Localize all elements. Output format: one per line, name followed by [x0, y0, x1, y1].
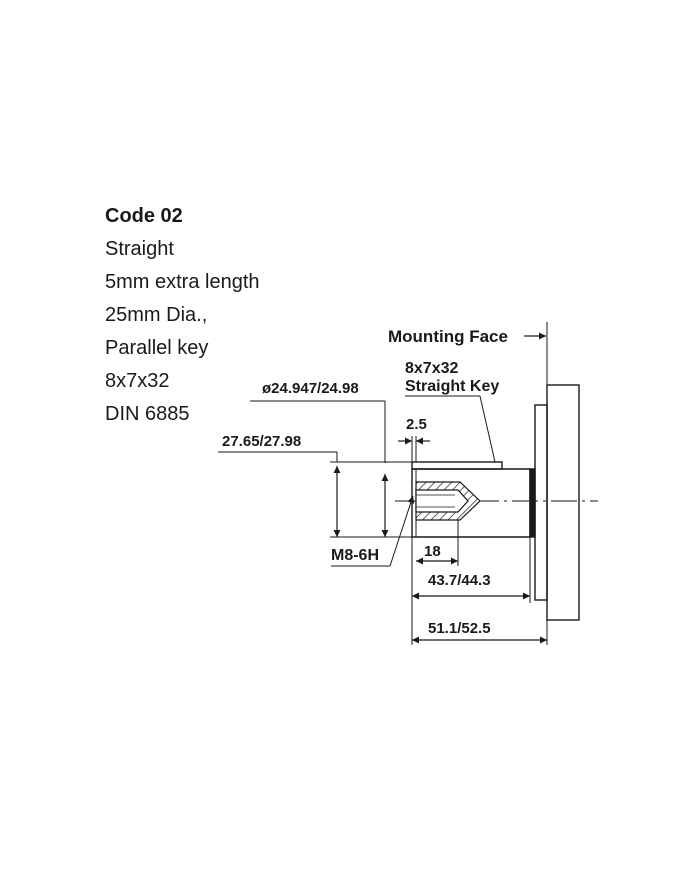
- spec-line-diameter: 25mm Dia.,: [105, 304, 208, 326]
- key-diameter-dimension: [250, 380, 412, 537]
- spec-line-standard: DIN 6885: [105, 403, 190, 425]
- key-type-label: Straight Key: [405, 378, 500, 395]
- total-length-dimension: [412, 620, 547, 640]
- spec-title: Code 02: [105, 205, 183, 227]
- shaft-length-label: 43.7/44.3: [428, 572, 491, 589]
- thread-callout: [331, 496, 413, 566]
- spec-line-key-size: 8x7x32: [105, 370, 170, 392]
- key-size-label: 8x7x32: [405, 360, 459, 377]
- total-length-label: 51.1/52.5: [428, 620, 491, 637]
- thread-depth-dimension: [416, 520, 458, 566]
- thread-depth-label: 18: [424, 543, 441, 560]
- threaded-hole: [416, 482, 480, 520]
- mounting-face-label: Mounting Face: [388, 327, 508, 346]
- shaft-diameter-label: 27.65/27.98: [222, 433, 302, 450]
- spec-line-key: Parallel key: [105, 337, 209, 359]
- thread-label: M8-6H: [331, 547, 380, 564]
- mounting-flange: [535, 385, 579, 620]
- shaft-diameter-dimension: [218, 433, 412, 537]
- spec-line-length: 5mm extra length: [105, 271, 260, 293]
- key-diameter-label: ø24.947/24.98: [262, 380, 359, 397]
- parallel-key: [412, 462, 502, 469]
- key-offset-label: 2.5: [406, 416, 427, 433]
- key-callout: [405, 360, 499, 462]
- key-offset-dimension: [398, 416, 430, 462]
- spec-line-type: Straight: [105, 238, 174, 260]
